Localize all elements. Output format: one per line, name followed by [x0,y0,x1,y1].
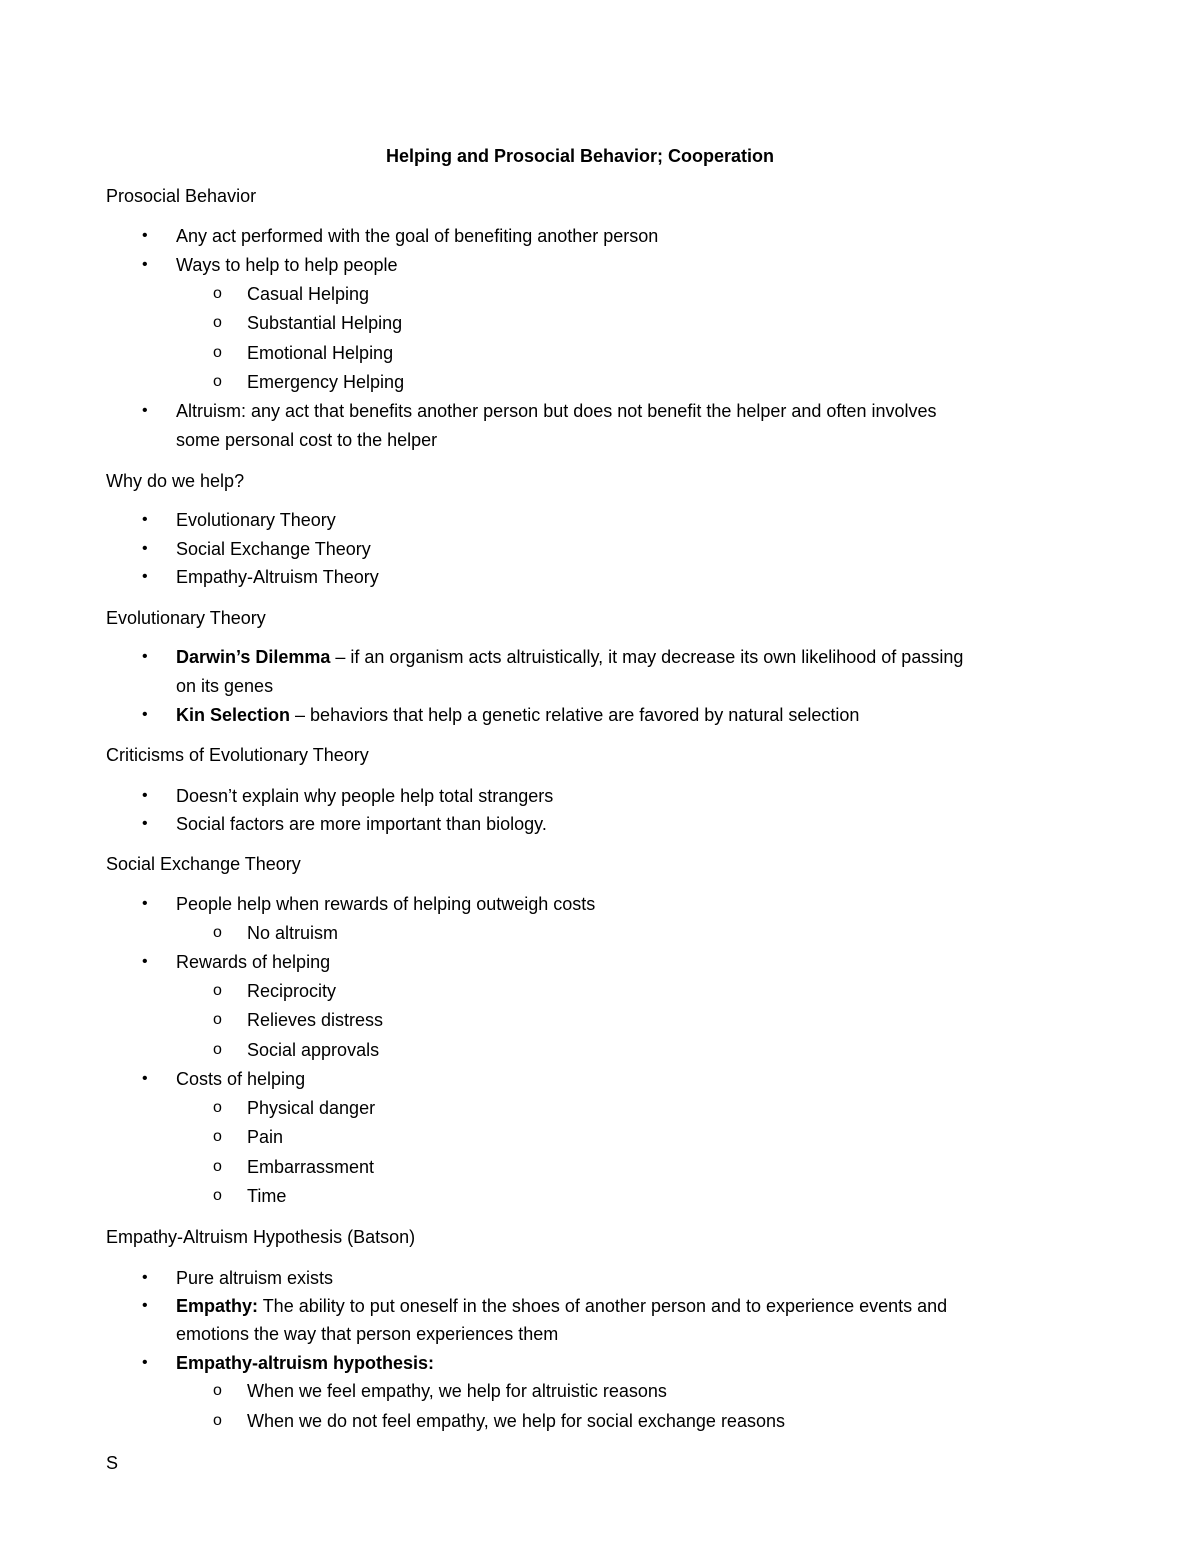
bullet-marker: • [142,256,148,273]
sub-list-item: Relieves distress [247,1010,384,1030]
section-heading-evolutionary: Evolutionary Theory [106,608,266,628]
sub-list-item: Embarrassment [247,1157,375,1177]
bullet-marker: • [142,648,148,665]
bullet-marker: • [142,787,148,804]
list-item [176,1294,947,1318]
bullet-marker: • [142,1297,148,1314]
sub-bullet-marker: o [213,1382,222,1399]
sub-bullet-marker: o [213,1158,222,1175]
sub-list-item: Emotional Helping [247,343,394,363]
bullet-marker: • [142,895,148,912]
bullet-marker: • [142,568,148,585]
term-empathy: Empathy: [176,1296,259,1316]
list-item: Evolutionary Theory [176,510,336,530]
sub-bullet-marker: o [213,1041,222,1058]
section-heading-why: Why do we help? [106,471,245,491]
sub-bullet-marker: o [213,285,222,302]
bullet-marker: • [142,1070,148,1087]
list-item [176,703,859,727]
sub-list-item: Pain [247,1127,284,1147]
sub-bullet-marker: o [213,314,222,331]
section-heading-prosocial: Prosocial Behavior [106,186,257,206]
sub-list-item: When we do not feel empathy, we help for social exchange reasons [247,1411,785,1431]
bullet-marker: • [142,511,148,528]
section-heading-empathy: Empathy-Altruism Hypothesis (Batson) [106,1227,416,1247]
list-item: Doesn’t explain why people help total strangers [176,786,554,806]
list-item: Empathy-Altruism Theory [176,567,379,587]
bullet-marker: • [142,953,148,970]
bullet-marker: • [142,402,148,419]
sub-list-item: Casual Helping [247,284,370,304]
sub-bullet-marker: o [213,982,222,999]
bullet-marker: • [142,540,148,557]
bullet-marker: • [142,1354,148,1371]
list-item: Any act performed with the goal of benefiting another person [176,226,659,246]
definition-text: – behaviors that help a genetic relative are favored by natural selection [290,705,860,725]
sub-list-item: Reciprocity [247,981,337,1001]
sub-bullet-marker: o [213,1128,222,1145]
bullet-marker: • [142,706,148,723]
term-kin-selection: Kin Selection [176,705,291,725]
definition-text: The ability to put oneself in the shoes of another person and to experience events and [258,1296,948,1316]
sub-bullet-marker: o [213,1187,222,1204]
sub-list-item: Substantial Helping [247,313,403,333]
sub-bullet-marker: o [213,1099,222,1116]
list-item: Costs of helping [176,1069,306,1089]
list-item: Altruism: any act that benefits another person but does not benefit the helper and often involves [176,401,937,421]
list-item: Social factors are more important than biology. [176,814,547,834]
sub-bullet-marker: o [213,344,222,361]
section-heading-social-exchange: Social Exchange Theory [106,854,301,874]
list-item: Ways to help to help people [176,255,398,275]
list-item-continuation: some personal cost to the helper [176,430,438,450]
list-item: Empathy-altruism hypothesis: [176,1353,435,1373]
sub-bullet-marker: o [213,1011,222,1028]
footer-letter: S [106,1453,119,1473]
section-heading-criticisms: Criticisms of Evolutionary Theory [106,745,369,765]
sub-list-item: No altruism [247,923,339,943]
list-item: Social Exchange Theory [176,539,371,559]
list-item: Rewards of helping [176,952,331,972]
definition-text: – if an organism acts altruistically, it may decrease its own likelihood of passing [330,647,964,667]
sub-list-item: Physical danger [247,1098,376,1118]
list-item [176,645,963,669]
sub-bullet-marker: o [213,1412,222,1429]
bullet-marker: • [142,227,148,244]
sub-list-item: Emergency Helping [247,372,405,392]
sub-list-item: Time [247,1186,287,1206]
term-darwins-dilemma: Darwin’s Dilemma [176,647,331,667]
sub-list-item: Social approvals [247,1040,380,1060]
sub-bullet-marker: o [213,373,222,390]
list-item-continuation: emotions the way that person experiences them [176,1324,559,1344]
bullet-marker: • [142,1269,148,1286]
list-item: People help when rewards of helping outweigh costs [176,894,596,914]
list-item-continuation: on its genes [176,676,274,696]
page-title: Helping and Prosocial Behavior; Cooperation [385,146,775,166]
bullet-marker: • [142,815,148,832]
sub-bullet-marker: o [213,924,222,941]
sub-list-item: When we feel empathy, we help for altruistic reasons [247,1381,667,1401]
list-item: Pure altruism exists [176,1268,334,1288]
